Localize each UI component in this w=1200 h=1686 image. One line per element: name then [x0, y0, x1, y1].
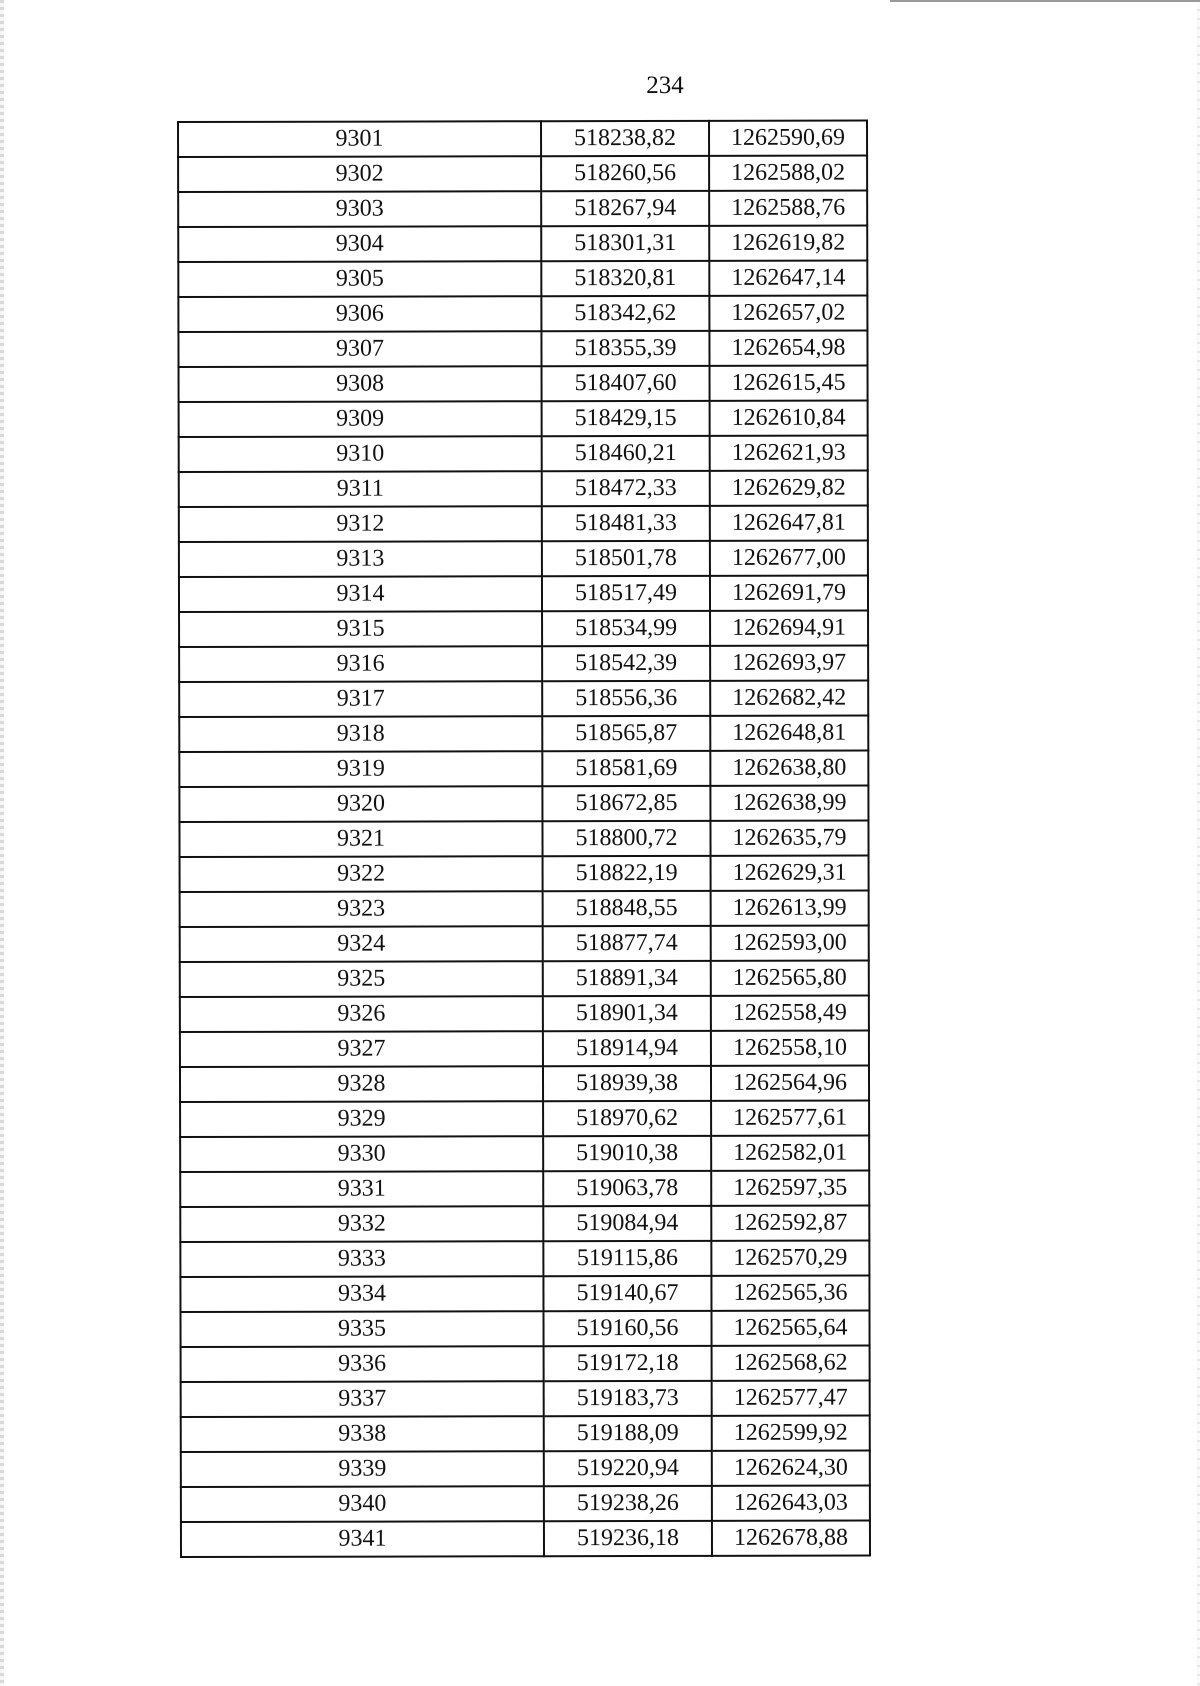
y-coordinate-cell: 1262558,10 — [711, 1031, 869, 1066]
table-row — [179, 786, 868, 822]
x-coordinate-cell: 518914,94 — [543, 1031, 711, 1066]
y-coordinate-cell: 1262565,64 — [711, 1311, 869, 1346]
x-coordinate-cell: 518672,85 — [542, 786, 710, 821]
x-coordinate-cell: 519115,86 — [543, 1241, 711, 1276]
x-coordinate-cell: 518581,69 — [542, 751, 710, 786]
x-coordinate-cell: 518822,19 — [543, 856, 711, 891]
point-number-cell: 9313 — [179, 541, 542, 577]
x-coordinate-cell: 519236,18 — [544, 1521, 712, 1556]
x-coordinate-cell: 519238,26 — [544, 1486, 712, 1521]
table-row — [180, 1171, 869, 1207]
point-number-cell: 9318 — [179, 716, 542, 752]
point-number-cell: 9321 — [179, 821, 542, 857]
y-coordinate-cell: 1262599,92 — [712, 1416, 870, 1451]
y-coordinate-cell: 1262565,80 — [711, 961, 869, 996]
point-number-cell: 9310 — [179, 436, 542, 472]
table-row — [179, 541, 868, 577]
y-coordinate-cell: 1262592,87 — [711, 1206, 869, 1241]
point-number-cell: 9332 — [180, 1206, 543, 1242]
point-number-cell: 9319 — [179, 751, 542, 787]
y-coordinate-cell: 1262654,98 — [709, 331, 867, 366]
y-coordinate-cell: 1262570,29 — [711, 1241, 869, 1276]
y-coordinate-cell: 1262597,35 — [711, 1171, 869, 1206]
table-row — [181, 1346, 870, 1382]
y-coordinate-cell: 1262568,62 — [712, 1346, 870, 1381]
table-row — [180, 1136, 869, 1172]
x-coordinate-cell: 518260,56 — [541, 156, 709, 191]
point-number-cell: 9328 — [180, 1066, 543, 1102]
point-number-cell: 9316 — [179, 646, 542, 682]
x-coordinate-cell: 518939,38 — [543, 1066, 711, 1101]
x-coordinate-cell: 518429,15 — [542, 401, 710, 436]
x-coordinate-cell: 518891,34 — [543, 961, 711, 996]
x-coordinate-cell: 518877,74 — [543, 926, 711, 961]
table-row — [178, 156, 867, 192]
table-row — [178, 296, 867, 332]
x-coordinate-cell: 518800,72 — [542, 821, 710, 856]
y-coordinate-cell: 1262582,01 — [711, 1136, 869, 1171]
point-number-cell: 9306 — [178, 296, 541, 332]
y-coordinate-cell: 1262621,93 — [710, 436, 868, 471]
table-row — [178, 331, 867, 367]
y-coordinate-cell: 1262647,81 — [710, 506, 868, 541]
x-coordinate-cell: 518320,81 — [541, 261, 709, 296]
x-coordinate-cell: 518542,39 — [542, 646, 710, 681]
y-coordinate-cell: 1262577,47 — [712, 1381, 870, 1416]
table-row — [179, 436, 868, 472]
x-coordinate-cell: 518534,99 — [542, 611, 710, 646]
x-coordinate-cell: 519160,56 — [543, 1311, 711, 1346]
point-number-cell: 9317 — [179, 681, 542, 717]
table-row — [180, 1276, 869, 1312]
y-coordinate-cell: 1262613,99 — [711, 891, 869, 926]
page-number: 234 — [646, 72, 684, 99]
point-number-cell: 9340 — [181, 1486, 544, 1522]
y-coordinate-cell: 1262635,79 — [710, 821, 868, 856]
table-row — [181, 1486, 870, 1522]
table-row — [180, 1066, 869, 1102]
table-row — [181, 1451, 870, 1487]
coordinates-table — [177, 120, 871, 1558]
table-row — [180, 1101, 869, 1137]
point-number-cell: 9315 — [179, 611, 542, 647]
table-row — [179, 716, 868, 752]
y-coordinate-cell: 1262677,00 — [710, 541, 868, 576]
table-row — [179, 646, 868, 682]
point-number-cell: 9330 — [180, 1136, 543, 1172]
point-number-cell: 9309 — [179, 401, 542, 437]
x-coordinate-cell: 518501,78 — [542, 541, 710, 576]
y-coordinate-cell: 1262638,80 — [710, 751, 868, 786]
y-coordinate-cell: 1262590,69 — [709, 121, 867, 156]
table-row — [180, 961, 869, 997]
y-coordinate-cell: 1262693,97 — [710, 646, 868, 681]
x-coordinate-cell: 518267,94 — [541, 191, 709, 226]
table-row — [178, 226, 867, 262]
table-row — [181, 1521, 870, 1557]
point-number-cell: 9337 — [181, 1381, 544, 1417]
x-coordinate-cell: 518342,62 — [541, 296, 709, 331]
point-number-cell: 9323 — [180, 891, 543, 927]
y-coordinate-cell: 1262682,42 — [710, 681, 868, 716]
y-coordinate-cell: 1262619,82 — [709, 226, 867, 261]
y-coordinate-cell: 1262565,36 — [711, 1276, 869, 1311]
table-row — [181, 1416, 870, 1452]
point-number-cell: 9301 — [178, 121, 541, 157]
point-number-cell: 9307 — [178, 331, 541, 367]
point-number-cell: 9325 — [180, 961, 543, 997]
table-row — [180, 1031, 869, 1067]
y-coordinate-cell: 1262577,61 — [711, 1101, 869, 1136]
table-row — [180, 1241, 869, 1277]
x-coordinate-cell: 519140,67 — [543, 1276, 711, 1311]
scan-edge-left — [0, 0, 4, 1686]
table-row — [180, 891, 869, 927]
x-coordinate-cell: 519084,94 — [543, 1206, 711, 1241]
x-coordinate-cell: 518355,39 — [541, 331, 709, 366]
table-row — [179, 576, 868, 612]
point-number-cell: 9339 — [181, 1451, 544, 1487]
x-coordinate-cell: 518238,82 — [541, 121, 709, 156]
table-row — [179, 366, 868, 402]
y-coordinate-cell: 1262647,14 — [709, 261, 867, 296]
x-coordinate-cell: 519188,09 — [544, 1416, 712, 1451]
x-coordinate-cell: 518407,60 — [542, 366, 710, 401]
point-number-cell: 9333 — [180, 1241, 543, 1277]
table-row — [178, 261, 867, 297]
y-coordinate-cell: 1262678,88 — [712, 1521, 870, 1556]
x-coordinate-cell: 518481,33 — [542, 506, 710, 541]
y-coordinate-cell: 1262694,91 — [710, 611, 868, 646]
y-coordinate-cell: 1262657,02 — [709, 296, 867, 331]
table-row — [179, 611, 868, 647]
x-coordinate-cell: 519172,18 — [544, 1346, 712, 1381]
table-row — [179, 751, 868, 787]
coordinates-table-body — [178, 121, 870, 1557]
table-row — [180, 1311, 869, 1347]
y-coordinate-cell: 1262564,96 — [711, 1066, 869, 1101]
table-row — [179, 401, 868, 437]
x-coordinate-cell: 518460,21 — [542, 436, 710, 471]
point-number-cell: 9327 — [180, 1031, 543, 1067]
x-coordinate-cell: 519183,73 — [544, 1381, 712, 1416]
point-number-cell: 9335 — [180, 1311, 543, 1347]
table-row — [178, 121, 867, 157]
y-coordinate-cell: 1262624,30 — [712, 1451, 870, 1486]
x-coordinate-cell: 518301,31 — [541, 226, 709, 261]
point-number-cell: 9326 — [180, 996, 543, 1032]
x-coordinate-cell: 519220,94 — [544, 1451, 712, 1486]
point-number-cell: 9324 — [180, 926, 543, 962]
x-coordinate-cell: 518472,33 — [542, 471, 710, 506]
point-number-cell: 9338 — [181, 1416, 544, 1452]
table-row — [179, 471, 868, 507]
y-coordinate-cell: 1262629,82 — [710, 471, 868, 506]
point-number-cell: 9329 — [180, 1101, 543, 1137]
point-number-cell: 9320 — [179, 786, 542, 822]
point-number-cell: 9314 — [179, 576, 542, 612]
point-number-cell: 9305 — [178, 261, 541, 297]
table-row — [179, 681, 868, 717]
y-coordinate-cell: 1262638,99 — [710, 786, 868, 821]
x-coordinate-cell: 519010,38 — [543, 1136, 711, 1171]
y-coordinate-cell: 1262593,00 — [711, 926, 869, 961]
top-rule — [890, 0, 1200, 2]
table-row — [180, 926, 869, 962]
y-coordinate-cell: 1262648,81 — [710, 716, 868, 751]
point-number-cell: 9322 — [180, 856, 543, 892]
x-coordinate-cell: 518556,36 — [542, 681, 710, 716]
point-number-cell: 9331 — [180, 1171, 543, 1207]
x-coordinate-cell: 518901,34 — [543, 996, 711, 1031]
y-coordinate-cell: 1262610,84 — [710, 401, 868, 436]
x-coordinate-cell: 518848,55 — [543, 891, 711, 926]
table-row — [178, 191, 867, 227]
point-number-cell: 9311 — [179, 471, 542, 507]
table-row — [180, 856, 869, 892]
x-coordinate-cell: 518517,49 — [542, 576, 710, 611]
table-row — [180, 996, 869, 1032]
point-number-cell: 9308 — [179, 366, 542, 402]
y-coordinate-cell: 1262588,02 — [709, 156, 867, 191]
y-coordinate-cell: 1262691,79 — [710, 576, 868, 611]
y-coordinate-cell: 1262615,45 — [710, 366, 868, 401]
table-row — [181, 1381, 870, 1417]
y-coordinate-cell: 1262588,76 — [709, 191, 867, 226]
y-coordinate-cell: 1262629,31 — [711, 856, 869, 891]
y-coordinate-cell: 1262558,49 — [711, 996, 869, 1031]
x-coordinate-cell: 519063,78 — [543, 1171, 711, 1206]
point-number-cell: 9304 — [178, 226, 541, 262]
point-number-cell: 9336 — [181, 1346, 544, 1382]
point-number-cell: 9302 — [178, 156, 541, 192]
table-row — [179, 821, 868, 857]
point-number-cell: 9334 — [180, 1276, 543, 1312]
x-coordinate-cell: 518970,62 — [543, 1101, 711, 1136]
x-coordinate-cell: 518565,87 — [542, 716, 710, 751]
point-number-cell: 9303 — [178, 191, 541, 227]
table-row — [180, 1206, 869, 1242]
point-number-cell: 9341 — [181, 1521, 544, 1557]
point-number-cell: 9312 — [179, 506, 542, 542]
y-coordinate-cell: 1262643,03 — [712, 1486, 870, 1521]
table-row — [179, 506, 868, 542]
